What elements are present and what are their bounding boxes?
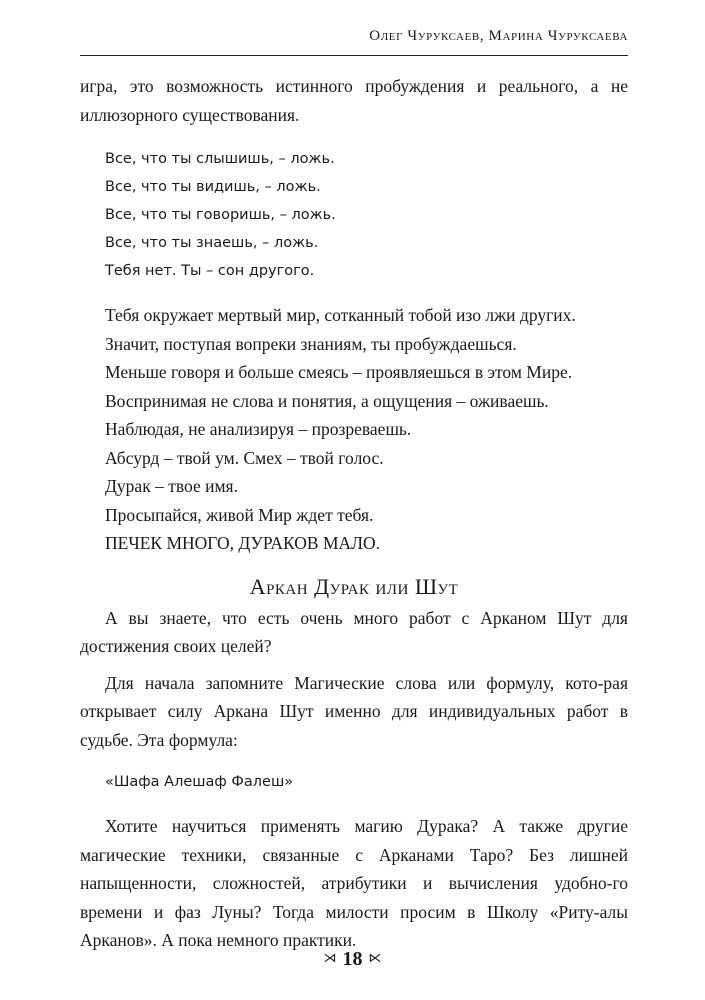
- verse-line: Тебя окружает мертвый мир, сотканный тобой изо лжи других.: [105, 305, 576, 325]
- verse-line: ПЕЧЕК МНОГО, ДУРАКОВ МАЛО.: [105, 533, 381, 553]
- ornament-right-icon: ⋉: [368, 950, 382, 965]
- verse-line: Значит, поступая вопреки знаниям, ты пробуждаешься.: [105, 333, 517, 354]
- section-paragraph-1: А вы знаете, что есть очень много работ с Арканом Шут для достижения своих целей?: [80, 607, 628, 656]
- page-number: 18: [342, 948, 363, 970]
- running-header: Олег Чуруксаев, Марина Чуруксаева: [369, 28, 628, 44]
- poem-line: Все, что ты видишь, – ложь.: [105, 179, 321, 195]
- header-rule: [80, 55, 628, 56]
- section-title: Аркан Дурак или Шут: [249, 573, 459, 599]
- verse-line: Воспринимая не слова и понятия, а ощущения – оживаешь.: [105, 390, 549, 411]
- poem-line: Все, что ты знаешь, – ложь.: [105, 235, 319, 251]
- section-paragraph-3: Хотите научиться применять магию Дурака? А также другие магические техники, связанные с Арканами Таро? Без лишней напыщенности, сложностей, атрибутики и вычисления удобно-го времени и фаз Луны? Тогда милости просим в Школу «Риту-алы Арканов». А пока немного практики.: [80, 816, 628, 950]
- poem-line: Все, что ты слышишь, – ложь.: [105, 151, 335, 167]
- poem-line: Тебя нет. Ты – сон другого.: [105, 263, 315, 279]
- ornament-left-icon: ⋊: [323, 950, 337, 965]
- verse-line: Абсурд – твой ум. Смех – твой голос.: [105, 447, 384, 468]
- verse-block: [105, 301, 628, 558]
- verse-line: Просыпайся, живой Мир ждет тебя.: [105, 504, 374, 525]
- section-paragraph-2: Для начала запомните Магические слова или формулу, кото-рая открывает силу Аркана Шут именно для индивидуальных работ в судьбе. Эта формула:: [80, 672, 628, 750]
- magic-formula: «Шафа Алешаф Фалеш»: [105, 774, 294, 790]
- intro-paragraph: игра, это возможность истинного пробуждения и реального, а не иллюзорного существования.: [80, 76, 628, 125]
- verse-line: Наблюдая, не анализируя – прозреваешь.: [105, 419, 412, 439]
- verse-line: Дурак – твое имя.: [105, 476, 238, 496]
- page-footer: [0, 944, 705, 973]
- page-content: [80, 72, 628, 955]
- verse-line: Меньше говоря и больше смеясь – проявляешься в этом Мире.: [105, 362, 573, 382]
- poem-line: Все, что ты говоришь, – ложь.: [105, 207, 336, 223]
- poem-block: [105, 145, 628, 285]
